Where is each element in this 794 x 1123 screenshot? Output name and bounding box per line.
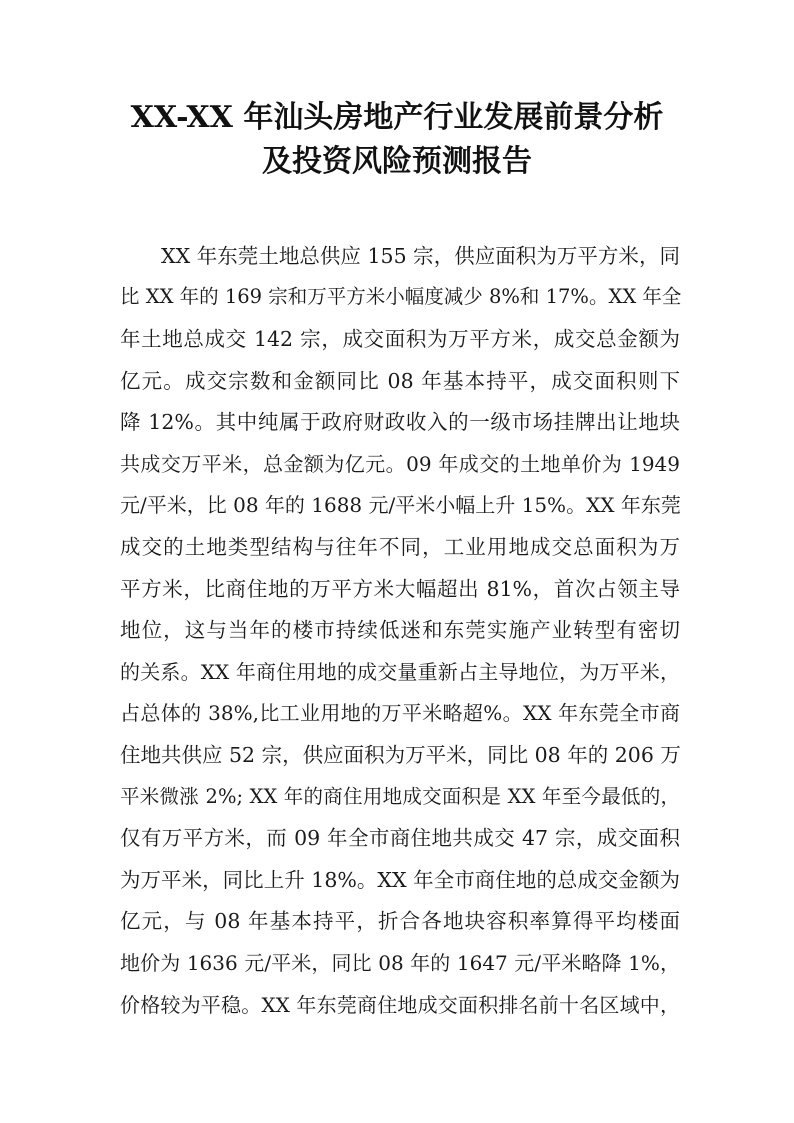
paragraph-line-10: 地位，这与当年的楼市持续低迷和东莞实施产业转型有密切 [120, 618, 680, 642]
paragraph-line-16: 为万平米，同比上升 18%。XX 年全市商住地的总成交金额为 [120, 868, 680, 892]
paragraph-line-7: 元/平米，比 08 年的 1688 元/平米小幅上升 15%。XX 年东莞 [120, 493, 681, 517]
document-title-line-2: 及投资风险预测报告 [262, 144, 532, 179]
paragraph-line-17: 亿元，与 08 年基本持平，折合各地块容积率算得平均楼面 [120, 909, 680, 933]
paragraph-line-15: 仅有万平方米，而 09 年全市商住地共成交 47 宗，成交面积 [120, 826, 680, 850]
paragraph-line-2: 比 XX 年的 169 宗和万平方米小幅度减少 8%和 17%。XX 年全 [120, 285, 682, 308]
paragraph-line-8: 成交的土地类型结构与往年不同，工业用地成交总面积为万 [120, 535, 680, 559]
paragraph-line-4: 亿元。成交宗数和金额同比 08 年基本持平，成交面积则下 [120, 369, 680, 393]
document-title-line-1: XX-XX 年汕头房地产行业发展前景分析 [130, 100, 664, 135]
paragraph-line-18: 地价为 1636 元/平米，同比 08 年的 1647 元/平米略降 1%， [120, 951, 680, 975]
paragraph-line-6: 共成交万平米，总金额为亿元。09 年成交的土地单价为 1949 [120, 452, 680, 476]
paragraph-line-1: XX 年东莞土地总供应 155 宗，供应面积为万平方米，同 [161, 244, 680, 268]
paragraph-line-13: 住地共供应 52 宗，供应面积为万平米，同比 08 年的 206 万 [120, 743, 681, 767]
paragraph-line-5: 降 12%。其中纯属于政府财政收入的一级市场挂牌出让地块 [120, 410, 680, 434]
paragraph-line-14: 平米微涨 2%; XX 年的商住用地成交面积是 XX 年至今最低的， [120, 785, 680, 808]
paragraph-line-3: 年土地总成交 142 宗，成交面积为万平方米，成交总金额为 [120, 327, 680, 351]
paragraph-line-19: 价格较为平稳。XX 年东莞商住地成交面积排名前十名区域中， [120, 993, 680, 1017]
paragraph-line-9: 平方米，比商住地的万平方米大幅超出 81%，首次占领主导 [120, 577, 680, 601]
paragraph-line-11: 的关系。XX 年商住用地的成交量重新占主导地位，为万平米， [120, 660, 680, 684]
paragraph-line-12: 占总体的 38%,比工业用地的万平米略超%。XX 年东莞全市商 [120, 701, 680, 725]
